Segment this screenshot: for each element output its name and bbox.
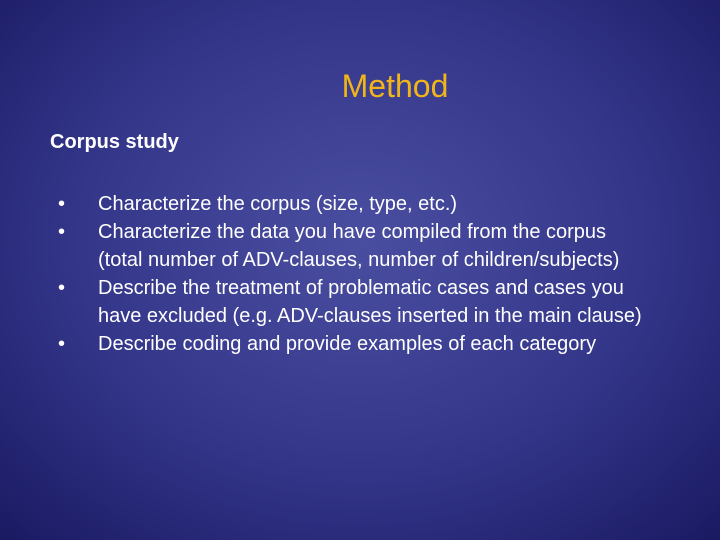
slide-title: Method [341,68,449,104]
slide-subtitle: Corpus study [50,131,179,153]
bullet-icon: • [58,277,66,299]
bullet-item [50,330,650,358]
bullet-text: Characterize the data you have compiled from the corpus (total number of ADV-clauses, number of children/subjects) [98,221,620,271]
bullet-icon: • [58,333,66,355]
bullet-text: Describe the treatment of problematic cases and cases you have excluded (e.g. ADV-clauses inserted in the main clause) [98,277,642,327]
bullet-list [50,190,650,358]
bullet-text: Characterize the corpus (size, type, etc.) [98,193,458,215]
bullet-icon: • [58,193,66,215]
bullet-text: Describe coding and provide examples of each category [98,333,597,355]
bullet-icon: • [58,221,66,243]
bullet-item [50,190,650,218]
bullet-item [50,274,650,330]
bullet-item [50,218,650,274]
